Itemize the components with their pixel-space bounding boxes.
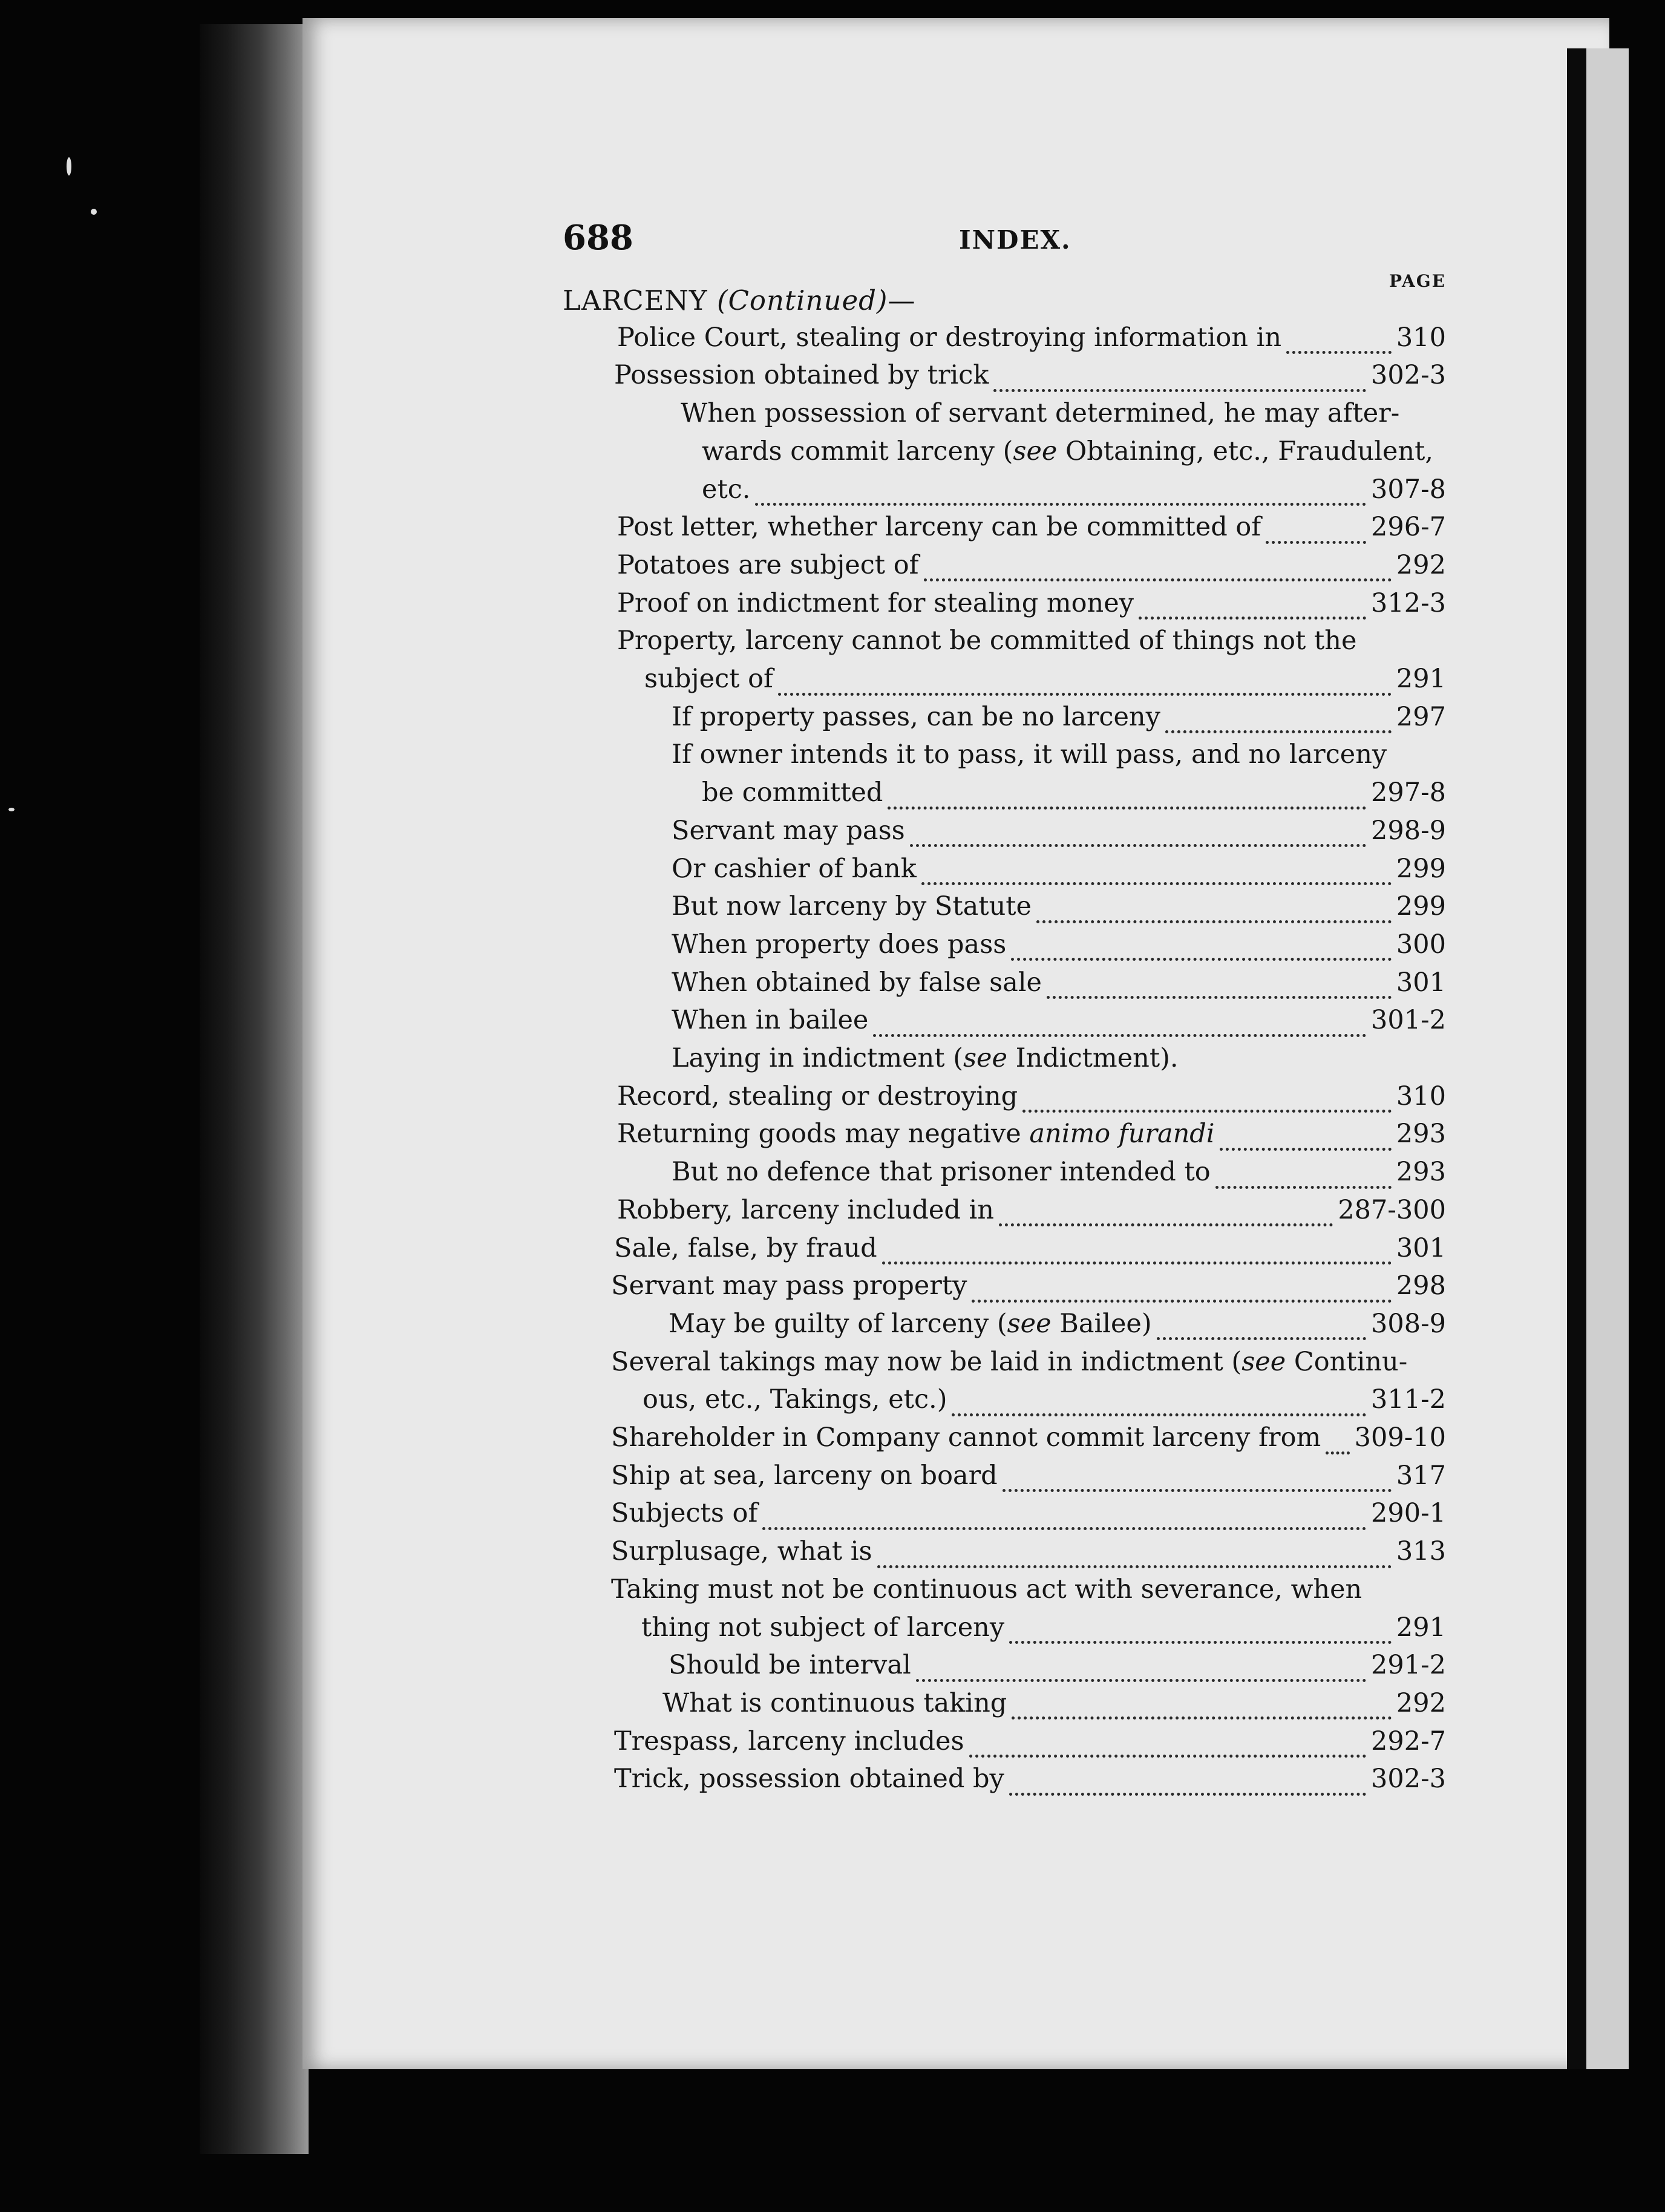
- page-number: 688: [563, 218, 633, 258]
- index-entry: [611, 1498, 1446, 1534]
- entry-text-part: Several takings may now be laid in indictment (: [611, 1346, 1242, 1377]
- entry-text: [617, 1081, 1018, 1111]
- entry-text-part: —: [888, 284, 916, 316]
- index-entry: [672, 967, 1446, 1004]
- index-entry: [614, 1233, 1446, 1269]
- index-entry: [611, 1461, 1446, 1497]
- entry-text-part: Shareholder in Company cannot commit larceny from: [611, 1422, 1321, 1453]
- entry-text: [702, 436, 1433, 466]
- entry-text: [662, 1688, 1007, 1718]
- dot-leader: [1036, 906, 1392, 923]
- index-entry: [702, 474, 1446, 511]
- entry-text-italic: see: [1013, 436, 1058, 466]
- entry-text-part: But no defence that prisoner intended to: [672, 1157, 1211, 1188]
- dot-leader: [1266, 526, 1366, 544]
- index-entry: [672, 891, 1446, 928]
- entry-text: [611, 1461, 998, 1491]
- entry-text-part: May be guilty of larceny (: [669, 1308, 1007, 1339]
- index-entry: [614, 360, 1446, 396]
- entry-page-reference: 307-8: [1371, 474, 1446, 505]
- dot-leader: [1009, 1778, 1366, 1796]
- entry-page-reference: 291: [1396, 1612, 1446, 1643]
- index-entry: [672, 1005, 1446, 1041]
- entry-page-reference: 297-8: [1371, 777, 1446, 808]
- index-entry: [611, 1574, 1362, 1611]
- index-entry: [672, 1157, 1446, 1193]
- entry-text-part: Continu-: [1286, 1346, 1408, 1377]
- index-entry: [672, 854, 1446, 890]
- index-entry: [669, 1650, 1446, 1686]
- entry-page-reference: 300: [1396, 929, 1446, 960]
- entry-text-italic: see: [1007, 1308, 1052, 1339]
- dot-leader: [910, 830, 1366, 847]
- entry-text-part: Surplusage, what is: [611, 1536, 872, 1567]
- entry-text-part: When obtained by false sale: [672, 967, 1042, 998]
- entry-text-part: When in bailee: [672, 1005, 869, 1036]
- entry-text: [611, 1498, 757, 1528]
- index-entry: [611, 1347, 1407, 1383]
- entry-text-part: Possession obtained by trick: [614, 360, 989, 391]
- index-entry: [617, 588, 1446, 624]
- entry-page-reference: 298-9: [1371, 815, 1446, 846]
- dot-leader: [873, 1019, 1366, 1037]
- entry-text-part: wards commit larceny (: [702, 436, 1013, 466]
- index-entry: [611, 1422, 1446, 1459]
- index-entry: [617, 1081, 1446, 1117]
- entry-text-part: be committed: [702, 777, 883, 808]
- index-entry: [614, 1726, 1446, 1762]
- entry-text-part: Sale, false, by fraud: [614, 1232, 877, 1263]
- index-entry: [617, 550, 1446, 586]
- entry-page-reference: 311-2: [1371, 1384, 1446, 1415]
- entry-text-italic: animo furandi: [1029, 1119, 1215, 1150]
- entry-page-reference: 292-7: [1371, 1726, 1446, 1756]
- entry-text: [702, 474, 750, 505]
- entry-page-reference: 293: [1396, 1119, 1446, 1150]
- entry-text: [563, 284, 915, 316]
- entry-text-part: Proof on indictment for stealing money: [617, 587, 1134, 618]
- entry-text-part: Ship at sea, larceny on board: [611, 1460, 998, 1491]
- entry-text-part: If owner intends it to pass, it will pass, and no larceny: [672, 739, 1387, 770]
- dot-leader: [916, 1664, 1366, 1682]
- entry-text: [617, 322, 1281, 353]
- entry-text: [614, 360, 989, 390]
- entry-text-part: Servant may pass: [672, 815, 905, 846]
- entry-page-reference: 291-2: [1371, 1650, 1446, 1681]
- entry-text-part: Potatoes are subject of: [617, 549, 919, 580]
- entry-text: [641, 1612, 1004, 1643]
- dot-leader: [993, 375, 1366, 392]
- entry-text-italic: (Continued): [716, 284, 888, 316]
- entry-text: [611, 1347, 1407, 1377]
- right-page-strip: [1586, 48, 1629, 2069]
- entry-text: [617, 1119, 1215, 1149]
- index-entry: [644, 664, 1446, 700]
- entry-text: [672, 929, 1006, 960]
- dot-leader: [1165, 716, 1392, 733]
- entry-text-italic: see: [963, 1043, 1007, 1073]
- entry-text-part: Property, larceny cannot be committed of things not the: [617, 626, 1357, 656]
- index-entry: [641, 1612, 1446, 1649]
- index-entry: [617, 322, 1446, 359]
- dot-leader: [924, 564, 1392, 581]
- index-entry: [669, 1309, 1446, 1345]
- entry-text-italic: see: [1241, 1346, 1286, 1377]
- dot-leader: [1220, 1133, 1392, 1151]
- dot-leader: [1009, 1626, 1392, 1644]
- page-column-label: PAGE: [1389, 271, 1446, 291]
- entry-text-part: Post letter, whether larceny can be committed of: [617, 512, 1261, 543]
- entry-page-reference: 297: [1396, 701, 1446, 732]
- entry-page-reference: 301: [1396, 967, 1446, 998]
- entry-page-reference: 317: [1396, 1460, 1446, 1491]
- entry-text: [669, 1650, 911, 1680]
- entry-page-reference: 301-2: [1371, 1005, 1446, 1036]
- entry-text-part: Taking must not be continuous act with severance, when: [611, 1574, 1362, 1605]
- entry-text: [672, 891, 1032, 921]
- entry-text-part: etc.: [702, 474, 751, 505]
- dot-leader: [1047, 981, 1392, 999]
- entry-page-reference: 301: [1396, 1232, 1446, 1263]
- index-entry: [617, 1119, 1446, 1155]
- right-page-edge: [1567, 48, 1586, 2069]
- index-heading: [563, 284, 915, 321]
- entry-page-reference: 298: [1396, 1271, 1446, 1301]
- entry-text-part: Bailee): [1051, 1308, 1152, 1339]
- entry-text: [672, 1043, 1179, 1073]
- entry-text-part: Or cashier of bank: [672, 853, 917, 884]
- dot-leader: [1139, 602, 1366, 620]
- dot-leader: [1286, 336, 1392, 354]
- dust-speck: [8, 808, 15, 811]
- book-spine: [200, 24, 309, 2154]
- dot-leader: [1022, 1095, 1392, 1113]
- dot-leader: [778, 678, 1392, 696]
- running-head: INDEX.: [959, 225, 1071, 255]
- entry-page-reference: 293: [1396, 1157, 1446, 1188]
- entry-text-part: Returning goods may negative: [617, 1119, 1030, 1150]
- entry-text: [672, 967, 1042, 998]
- entry-text: [614, 1726, 964, 1756]
- entry-text: [611, 1422, 1321, 1453]
- entry-page-reference: 302-3: [1371, 360, 1446, 391]
- index-entry: [702, 436, 1433, 473]
- dot-leader: [1157, 1323, 1366, 1340]
- entry-text-part: But now larceny by Statute: [672, 891, 1032, 922]
- index-entry: [672, 1043, 1179, 1079]
- entry-text-part: What is continuous taking: [662, 1687, 1007, 1718]
- dot-leader: [972, 1285, 1391, 1303]
- dot-leader: [888, 792, 1366, 810]
- index-entry: [643, 1384, 1446, 1421]
- entry-text-part: Trick, possession obtained by: [614, 1764, 1004, 1795]
- entry-text: [669, 1309, 1152, 1339]
- entry-text-part: thing not subject of larceny: [641, 1612, 1005, 1643]
- dust-speck: [91, 209, 97, 215]
- entry-text-part: subject of: [644, 664, 773, 694]
- entry-text-part: When property does pass: [672, 929, 1007, 960]
- entry-page-reference: 312-3: [1371, 587, 1446, 618]
- dot-leader: [1012, 1702, 1392, 1720]
- entry-page-reference: 302-3: [1371, 1764, 1446, 1795]
- entry-text: [702, 777, 883, 808]
- index-entry: [662, 1688, 1446, 1724]
- dot-leader: [882, 1247, 1392, 1265]
- entry-text: [672, 1157, 1211, 1187]
- dot-leader: [877, 1551, 1392, 1568]
- entry-text-part: Laying in indictment (: [672, 1043, 963, 1073]
- index-entry: [611, 1536, 1446, 1572]
- entry-text-part: When possession of servant determined, he may after-: [681, 398, 1400, 429]
- dot-leader: [1011, 943, 1392, 961]
- entry-text: [611, 1574, 1362, 1605]
- entry-text: [672, 854, 917, 884]
- index-entry: [681, 398, 1399, 434]
- entry-page-reference: 296-7: [1371, 512, 1446, 543]
- entry-page-reference: 313: [1396, 1536, 1446, 1567]
- entry-page-reference: 309-10: [1354, 1422, 1446, 1453]
- entry-text: [672, 739, 1387, 770]
- entry-text-part: Police Court, stealing or destroying information in: [617, 322, 1282, 353]
- entry-text: [672, 1005, 868, 1035]
- entry-text: [672, 702, 1160, 732]
- dot-leader: [1326, 1437, 1349, 1454]
- dot-leader: [999, 1209, 1333, 1226]
- entry-page-reference: 287-300: [1338, 1194, 1446, 1225]
- entry-text: [611, 1536, 872, 1566]
- index-entry: [702, 777, 1446, 814]
- index-entry: [614, 1764, 1446, 1800]
- dot-leader: [762, 1513, 1366, 1530]
- entry-page-reference: 290-1: [1371, 1498, 1446, 1529]
- entry-text-part: Record, stealing or destroying: [617, 1081, 1018, 1111]
- index-entry: [672, 929, 1446, 966]
- entry-text-part: Subjects of: [611, 1498, 758, 1529]
- entry-text-part: Trespass, larceny includes: [614, 1726, 964, 1756]
- entry-text-part: LARCENY: [563, 284, 717, 316]
- index-entry: [617, 1195, 1446, 1231]
- entry-text-part: Obtaining, etc., Fraudulent,: [1057, 436, 1434, 466]
- entry-text-part: Robbery, larceny included in: [617, 1194, 994, 1225]
- index-entry: [611, 1271, 1446, 1307]
- dot-leader: [1215, 1171, 1392, 1189]
- entry-text: [617, 588, 1134, 618]
- dot-leader: [921, 868, 1392, 885]
- entry-text: [614, 1233, 877, 1263]
- entry-page-reference: 310: [1396, 322, 1446, 353]
- entry-page-reference: 292: [1396, 1687, 1446, 1718]
- entry-text: [617, 512, 1261, 542]
- index-entry: [617, 512, 1446, 548]
- entry-text: [672, 816, 905, 846]
- entry-text-part: ous, etc., Takings, etc.): [643, 1384, 947, 1415]
- dot-leader: [969, 1740, 1367, 1758]
- entry-page-reference: 310: [1396, 1081, 1446, 1111]
- entry-text-part: If property passes, can be no larceny: [672, 701, 1160, 732]
- index-entry: [672, 739, 1387, 776]
- entry-text: [611, 1271, 967, 1301]
- entry-text: [617, 550, 919, 580]
- index-entry: [617, 626, 1356, 662]
- entry-page-reference: 291: [1396, 664, 1446, 694]
- dust-speck: [67, 157, 71, 175]
- entry-text-part: Should be interval: [669, 1650, 911, 1681]
- entry-text: [614, 1764, 1004, 1794]
- entry-page-reference: 308-9: [1371, 1308, 1446, 1339]
- entry-page-reference: 292: [1396, 549, 1446, 580]
- dot-leader: [1003, 1474, 1392, 1492]
- entry-text-part: Servant may pass property: [611, 1271, 967, 1301]
- dot-leader: [952, 1399, 1366, 1416]
- entry-text-part: Indictment).: [1007, 1043, 1179, 1073]
- entry-text: [681, 398, 1399, 428]
- entry-text: [643, 1384, 947, 1415]
- index-entry: [672, 702, 1446, 738]
- entry-page-reference: 299: [1396, 891, 1446, 922]
- entry-text: [617, 626, 1356, 656]
- entry-text: [617, 1195, 994, 1225]
- dot-leader: [755, 488, 1366, 506]
- entry-page-reference: 299: [1396, 853, 1446, 884]
- index-entry: [672, 816, 1446, 852]
- entry-text: [644, 664, 773, 694]
